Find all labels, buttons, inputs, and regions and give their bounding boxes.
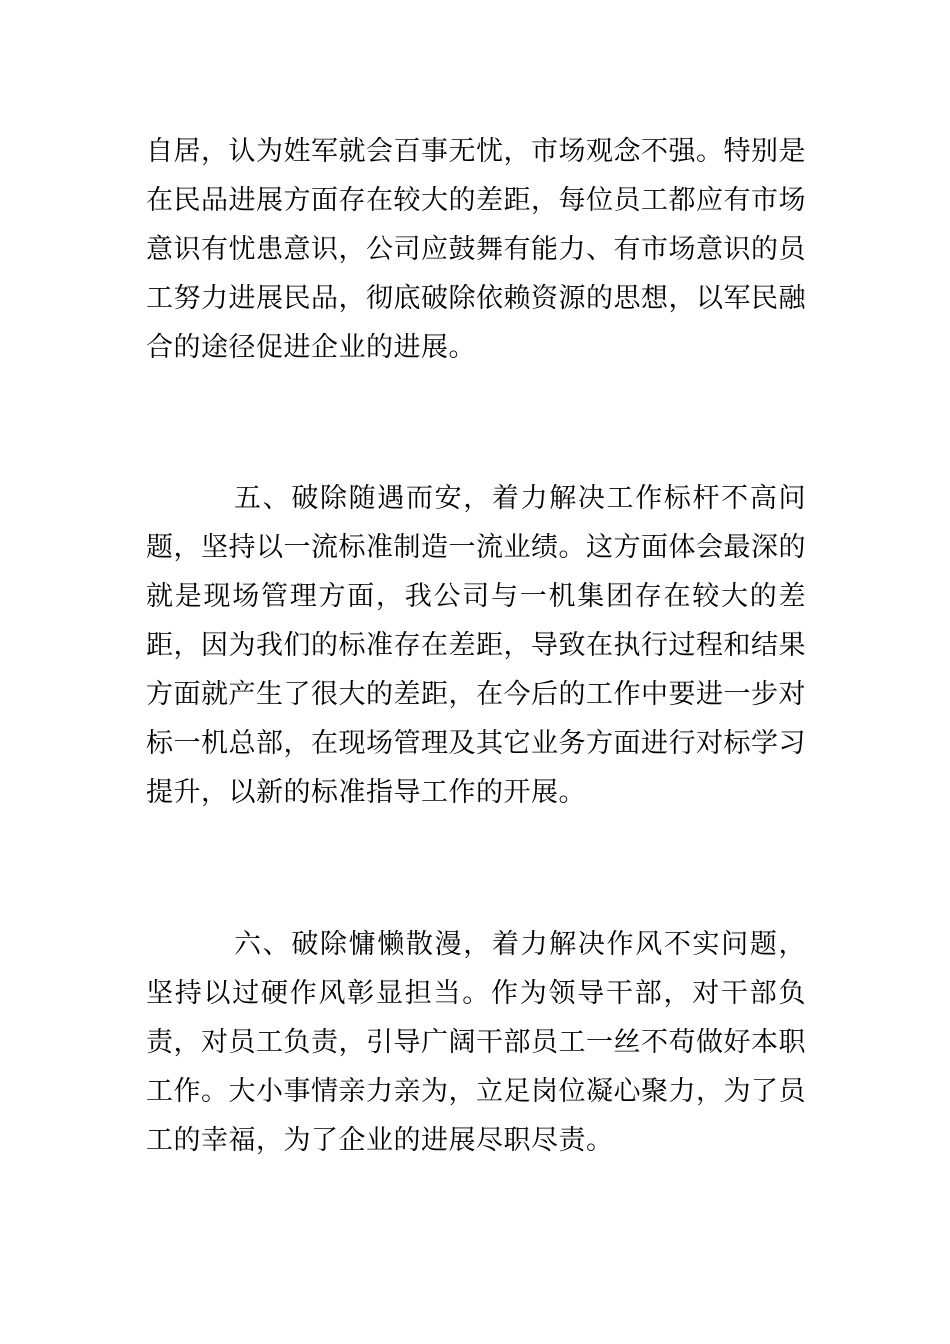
paragraph-continuation: 自居，认为姓军就会百事无忧，市场观念不强。特别是在民品进展方面存在较大的差距，每位员工都应有市场意识有忧患意识，公司应鼓舞有能力、有市场意识的员工努力进展民品，彻底破除依赖资源的思想，以军民融合的途径促进企业的进展。	[146, 136, 806, 363]
paragraph-section-six: 六、破除慵懒散漫，着力解决作风不实问题，坚持以过硬作风彰显担当。作为领导干部，对干部负责，对员工负责，引导广阔干部员工一丝不苟做好本职工作。大小事情亲力亲为，立足岗位凝心聚力，为了员工的幸福，为了企业的进展尽职尽责。	[146, 929, 806, 1156]
paragraph-section-five: 五、破除随遇而安，着力解决工作标杆不高问题，坚持以一流标准制造一流业绩。这方面体会最深的就是现场管理方面，我公司与一机集团存在较大的差距，因为我们的标准存在差距，导致在执行过程和结果方面就产生了很大的差距，在今后的工作中要进一步对标一机总部，在现场管理及其它业务方面进行对标学习提升，以新的标准指导工作的开展。	[146, 483, 806, 808]
